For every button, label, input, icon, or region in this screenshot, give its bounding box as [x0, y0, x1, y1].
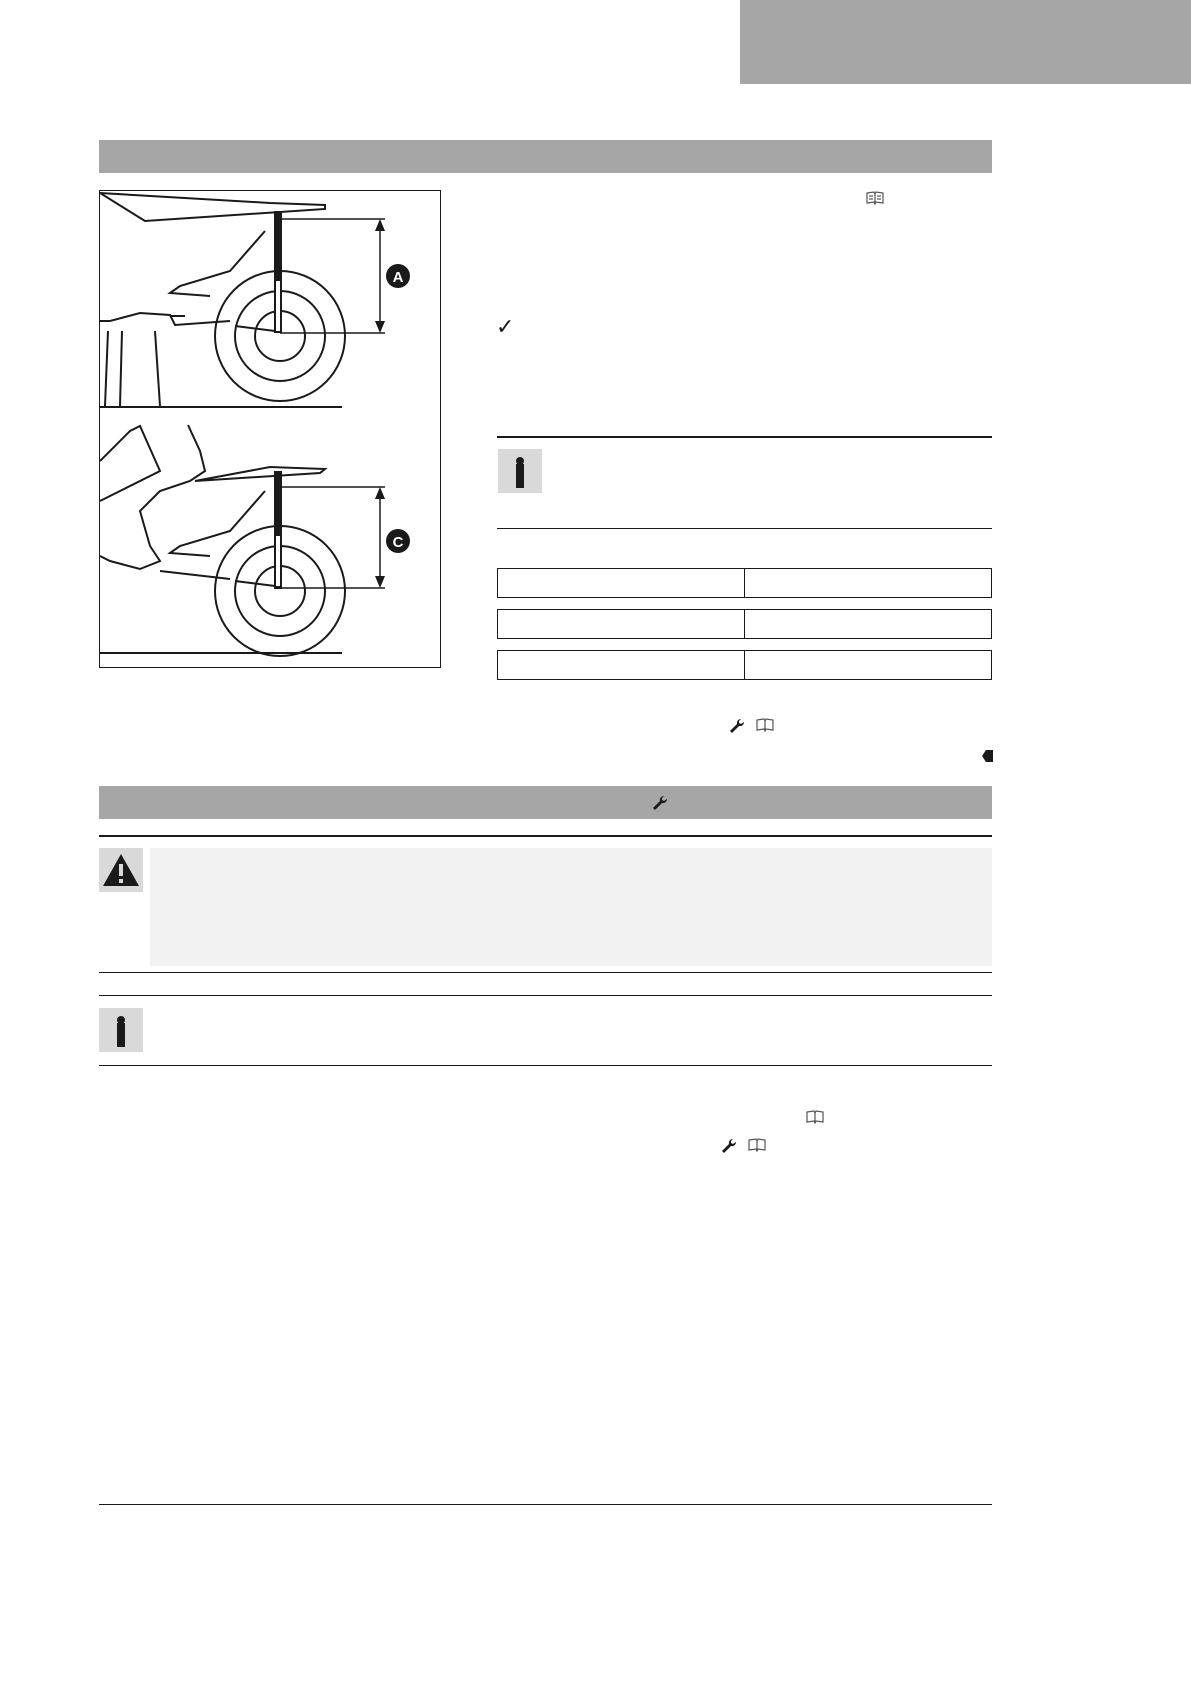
info-rule-bottom	[99, 1065, 992, 1066]
warning-text-box	[150, 848, 992, 966]
section-heading-bar	[99, 786, 992, 819]
label-c: C	[392, 534, 404, 551]
manual-book-icon[interactable]	[866, 191, 884, 210]
info-icon	[99, 1008, 143, 1052]
table-cell	[744, 610, 991, 638]
manual-book-icon[interactable]	[806, 1110, 824, 1129]
warning-icon	[99, 848, 143, 892]
table-cell	[744, 651, 991, 679]
info-rule-bottom	[497, 528, 992, 529]
info-rule-top	[99, 995, 992, 996]
info-rule-top	[497, 436, 992, 438]
warning-rule-bottom	[99, 972, 992, 973]
check-mark-icon: ✓	[496, 314, 515, 339]
table-cell	[498, 610, 744, 638]
info-icon	[498, 449, 542, 493]
section-heading-bar	[99, 140, 992, 173]
end-marker-icon	[982, 749, 993, 767]
table-row	[497, 568, 992, 598]
sag-measurement-figure	[99, 190, 441, 668]
table-cell	[498, 569, 744, 597]
table-cell	[498, 651, 744, 679]
wrench-icon[interactable]	[729, 718, 745, 739]
wrench-icon	[652, 795, 668, 816]
table-row	[497, 609, 992, 639]
warning-rule-top	[99, 835, 992, 837]
label-a: A	[392, 269, 404, 286]
chapter-tab	[740, 0, 1191, 84]
table-cell	[744, 569, 991, 597]
manual-book-icon[interactable]	[748, 1138, 766, 1157]
footer-rule	[99, 1504, 992, 1505]
manual-book-icon[interactable]	[756, 718, 774, 737]
table-row	[497, 650, 992, 680]
wrench-icon[interactable]	[721, 1138, 737, 1159]
